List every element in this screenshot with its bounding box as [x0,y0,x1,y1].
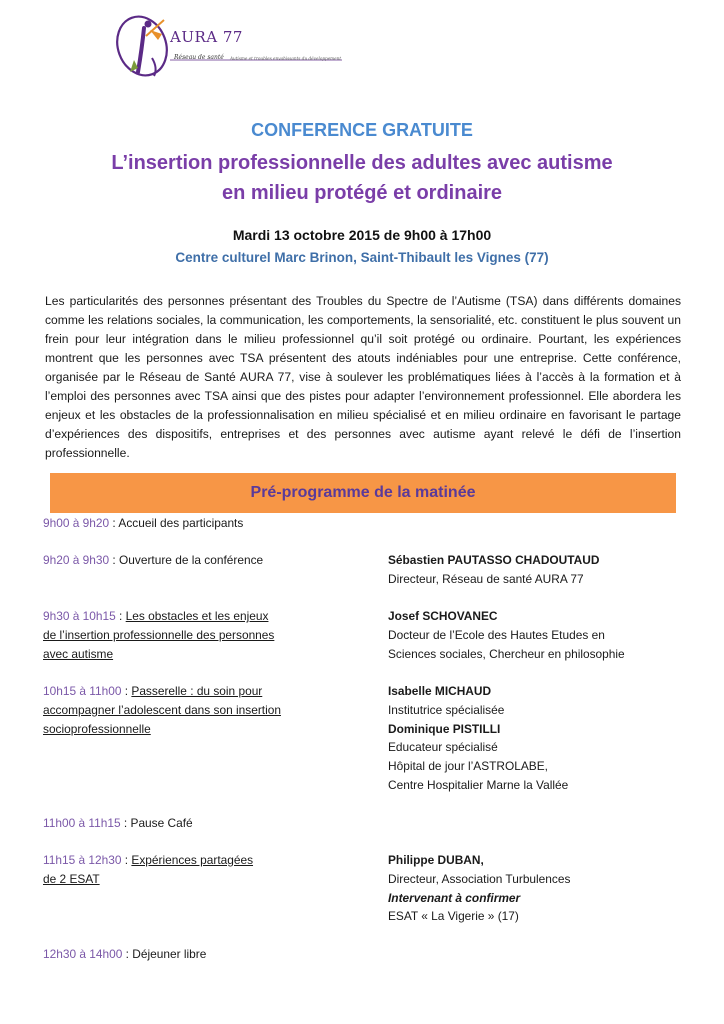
conference-date: Mardi 13 octobre 2015 de 9h00 à 17h00 [232,227,492,243]
item-activity-cont: de l’insertion professionnelle des personnes [43,627,275,642]
item-time: 9h20 à 9h30 [43,553,110,567]
conference-title [0,148,724,208]
item-time: 12h30 à 14h00 [43,947,123,961]
item-activity: Accueil des participants [118,516,244,530]
speaker-role: Docteur de l’Ecole des Hautes Etudes en [388,627,605,642]
speaker-tbc: Intervenant à confirmer [388,890,521,905]
logo-figure-icon [112,10,352,82]
speaker-org: Hôpital de jour l’ASTROLABE, [388,759,548,774]
speaker-name: Sébastien PAUTASSO CHADOUTAUD [388,553,600,567]
program-heading: Pré-programme de la matinée [250,484,476,501]
program-item: 9h30 à 10h15 : Les obstacles et les enjeux de l’insertion professionnelle des personnes avec autisme [43,607,274,663]
logo-brand: AURA 77 [170,28,243,46]
program-item: 9h00 à 9h20 : Accueil des participants [43,516,244,530]
item-time: 10h15 à 11h00 [43,684,122,698]
item-activity-cont: avec autisme [43,646,114,661]
conference-venue: Centre culturel Marc Brinon, Saint-Thibault les Vignes (77) [175,250,549,265]
title-line-2: en milieu protégé et ordinaire [221,182,503,204]
speaker-role: Directeur, Association Turbulences [388,871,571,886]
program-item: 10h15 à 11h00 : Passerelle : du soin pour accompagner l’adolescent dans son insertion socioprofessionnelle [43,682,281,738]
conference-kicker: CONFERENCE GRATUITE [251,120,473,140]
item-activity: Expériences partagées [131,853,254,867]
aura77-logo [112,10,352,82]
item-activity: Les obstacles et les enjeux [125,609,269,623]
item-activity-cont: socioprofessionnelle [43,721,151,736]
program-item: 11h15 à 12h30 : Expériences partagées de 2 ESAT [43,851,253,889]
speaker-name: Dominique PISTILLI [388,721,501,736]
item-activity: Passerelle : du soin pour [131,684,263,698]
item-activity: Déjeuner libre [132,947,207,961]
item-activity-cont: de 2 ESAT [43,871,100,886]
item-time: 11h15 à 12h30 [43,853,122,867]
item-speaker [388,551,599,589]
intro-paragraph: Les particularités des personnes présentant des Troubles du Spectre de l’Autisme (TSA) dans différents domaines comme les relations sociales, la communication, les comportements, la sensorialité, etc. constituent le plus souvent un frein pour leur intégration dans le milieu professionnel qu’il soit protégé ou ordinaire. Pourtant, les expériences montrent que les personnes avec TSA présentent des atouts indéniables pour une entreprise. Cette conférence, organisée par le Réseau de Santé AURA 77, vise à soulever les problématiques liées à l’accès à la formation et à l’emploi des personnes avec TSA ainsi que des pistes pour adapter l’environnement professionnel. Elle abordera les enjeux et les obstacles de la professionnalisation en milieu spécialisé et en milieu ordinaire en favorisant le partage d’expériences des dispositifs, entreprises et des personnes avec autisme ayant relevé le défi de l’insertion professionnelle. [45,294,681,460]
speaker-role: Directeur, Réseau de santé AURA 77 [388,571,584,586]
program-item: 12h30 à 14h00 : Déjeuner libre [43,947,207,961]
speaker-role: Sciences sociales, Chercheur en philosophie [388,646,625,661]
item-time: 9h30 à 10h15 [43,609,116,623]
item-speaker [388,682,568,795]
logo-subtitle: Réseau de santé [174,54,224,61]
speaker-name: Philippe DUBAN, [388,853,484,867]
title-line-1: L’insertion professionnelle des adultes avec autisme [111,152,613,174]
speaker-name: Isabelle MICHAUD [388,684,492,698]
item-time: 9h00 à 9h20 [43,516,110,530]
item-time: 11h00 à 11h15 [43,816,121,830]
program-banner [50,473,676,513]
item-activity-cont: accompagner l’adolescent dans son insertion [43,702,281,717]
item-activity: Pause Café [130,816,193,830]
speaker-org: Centre Hospitalier Marne la Vallée [388,777,569,792]
logo-tagline: Autisme et troubles envahissants du développement [230,56,342,61]
item-speaker [388,851,570,926]
speaker-name: Josef SCHOVANEC [388,609,498,623]
speaker-org: ESAT « La Vigerie » (17) [388,909,519,924]
program-item: 11h00 à 11h15 : Pause Café [43,816,193,830]
item-speaker [388,607,625,663]
item-activity: Ouverture de la conférence [119,553,264,567]
speaker-role: Educateur spécialisé [388,740,498,755]
speaker-role: Institutrice spécialisée [388,702,505,717]
program-item: 9h20 à 9h30 : Ouverture de la conférence [43,553,264,567]
